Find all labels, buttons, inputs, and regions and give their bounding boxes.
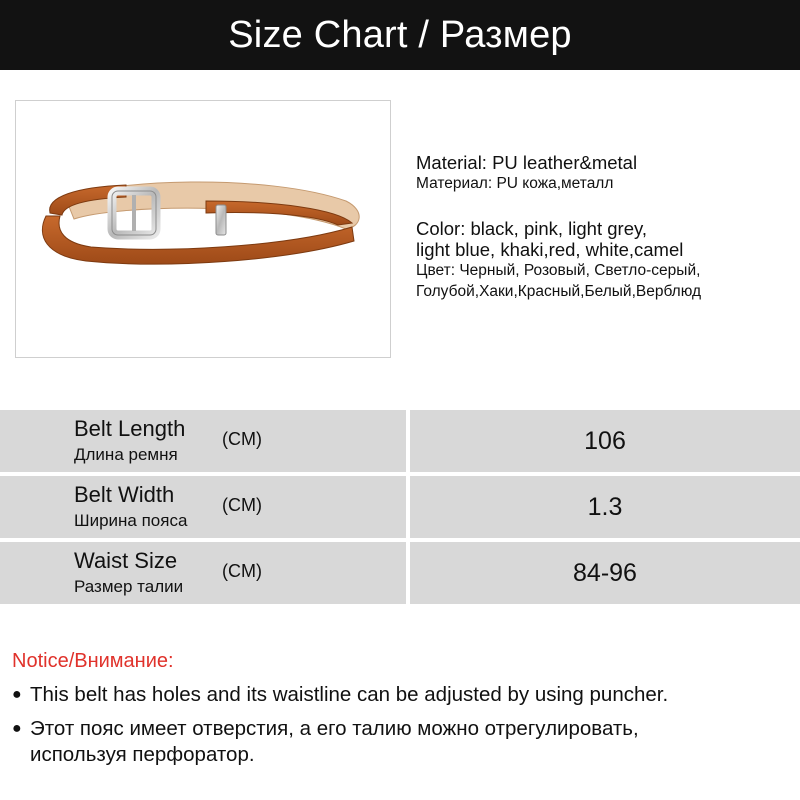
product-image (15, 100, 391, 358)
spec-label-en: Waist Size (74, 548, 178, 573)
spec-unit: (CM) (222, 429, 262, 449)
spec-row-waist (0, 542, 800, 604)
notice-text-line2: используя перфоратор. (30, 743, 255, 766)
notice-list (12, 682, 797, 776)
spec-label-en: Belt Width (74, 482, 175, 507)
product-info (416, 152, 796, 302)
spec-value-cell (410, 476, 800, 538)
spec-label-ru: Длина ремня (74, 445, 178, 464)
spec-label-en: Belt Length (74, 416, 186, 441)
notice-text: This belt has holes and its waistline can be adjusted by using puncher. (30, 683, 669, 706)
bullet-icon: ● (12, 686, 22, 703)
spec-label-cell (0, 476, 406, 538)
spec-unit: (CM) (222, 495, 262, 515)
notice-item (12, 716, 797, 768)
spec-value-cell (410, 542, 800, 604)
color-ru-line2: Голубой,Хаки,Красный,Белый,Верблюд (416, 283, 702, 300)
notice-item (12, 682, 797, 708)
notice-text (30, 716, 797, 768)
spec-row-length (0, 410, 800, 472)
material-ru: Материал: PU кожа,металл (416, 175, 614, 192)
spec-value: 1.3 (587, 492, 623, 521)
color-en-line2: light blue, khaki,red, white,camel (416, 239, 684, 260)
color-ru-line1: Цвет: Черный, Розовый, Светло-серый, (416, 262, 701, 279)
bullet-icon: ● (12, 720, 22, 737)
spec-value: 106 (584, 426, 626, 455)
belt-image (16, 101, 390, 357)
material-en: Material: PU leather&metal (416, 152, 638, 173)
notice-text-line1: Этот пояс имеет отверстия, а его талию можно отрегулировать, (30, 717, 639, 740)
spec-row-width (0, 476, 800, 538)
page-title: Size Chart / Размер (228, 13, 572, 56)
page-header (0, 0, 800, 70)
notice-title: Notice/Внимание: (12, 650, 174, 672)
spec-label-cell (0, 542, 406, 604)
spec-label-cell (0, 410, 406, 472)
color-en-line1: Color: black, pink, light grey, (416, 218, 648, 239)
spec-value: 84-96 (573, 558, 637, 587)
spec-value-cell (410, 410, 800, 472)
spec-label-ru: Ширина пояса (74, 511, 188, 530)
spec-label-ru: Размер талии (74, 577, 184, 596)
spec-unit: (CM) (222, 561, 262, 581)
